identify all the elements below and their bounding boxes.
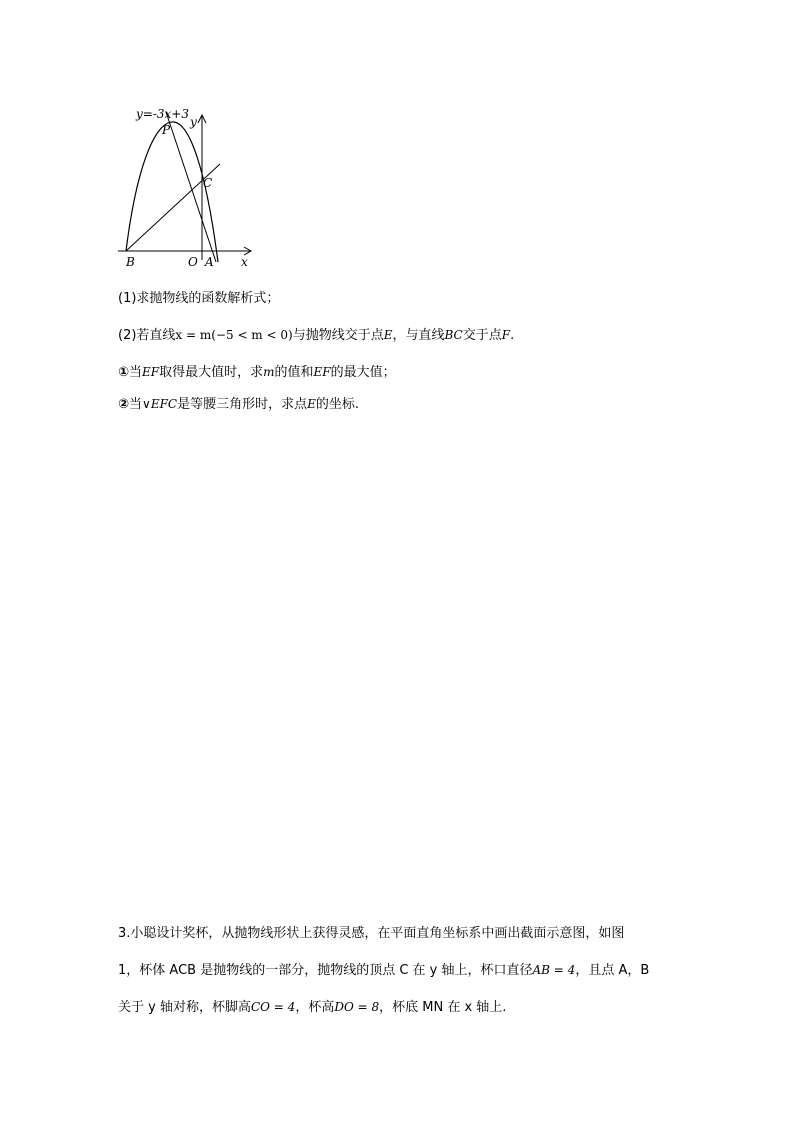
problem-3-line-1: 3.小聪设计奖杯，从抛物线形状上获得灵感，在平面直角坐标系中画出截面示意图，如图	[118, 926, 625, 941]
problem-3-line-2: 1，杯体 ACB 是抛物线的一部分，抛物线的顶点 C 在 y 轴上，杯口直径AB = 4，且点 A，B	[118, 963, 650, 978]
problem-3	[118, 916, 688, 1026]
parabola-figure	[110, 100, 260, 275]
ab-value: AB = 4	[532, 963, 576, 977]
circled-number-2: ②	[118, 397, 130, 412]
question-2-part-2: ②当∨EFC是等腰三角形时，求点E的坐标.	[118, 397, 360, 412]
label-p: P	[162, 123, 171, 137]
point-f: F	[501, 328, 511, 342]
co-value: CO = 4	[250, 1000, 296, 1014]
condition-x-m: x = m(−5 < m < 0)	[175, 328, 293, 342]
line-equation-label: y=-3x+3	[136, 107, 189, 121]
point-e: E	[383, 328, 393, 342]
line-bc-name: BC	[444, 328, 463, 342]
label-c: C	[203, 176, 213, 190]
label-b: B	[126, 255, 135, 269]
label-y: y	[190, 115, 197, 129]
label-a: A	[205, 255, 214, 269]
problem-3-line-3: 关于 y 轴对称，杯脚高CO = 4，杯高DO = 8，杯底 MN 在 x 轴上.	[118, 1000, 507, 1015]
label-x: x	[241, 255, 248, 269]
circled-number-1: ①	[118, 365, 130, 380]
parabola-curve	[126, 122, 218, 262]
coordinate-graph	[110, 100, 260, 275]
question-2: (2)若直线x = m(−5 < m < 0)与抛物线交于点E，与直线BC交于点F.	[118, 328, 515, 343]
label-o: O	[188, 255, 198, 269]
question-2-part-1: ①当EF取得最大值时，求m的值和EF的最大值；	[118, 365, 396, 380]
question-1: (1)求抛物线的函数解析式；	[118, 291, 280, 306]
triangle-efc: ∨EFC	[142, 397, 178, 411]
do-value: DO = 8	[334, 1000, 380, 1014]
